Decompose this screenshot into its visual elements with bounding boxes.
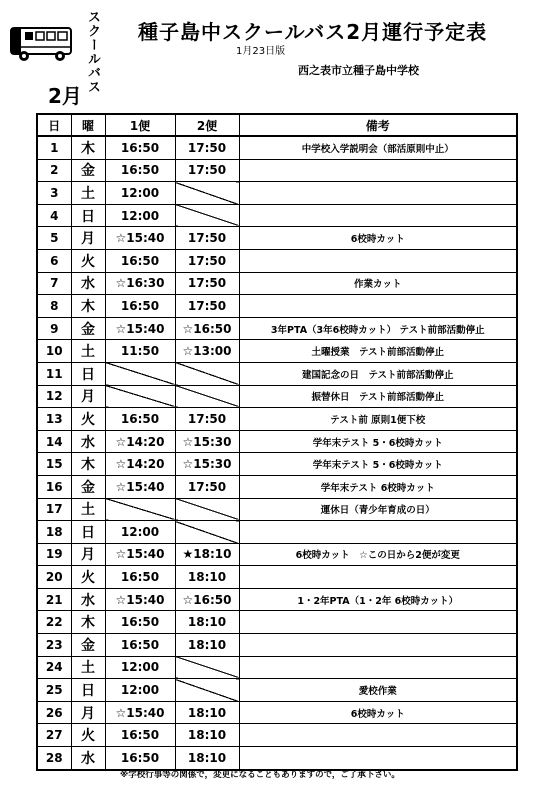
col-header-day: 日 [37, 114, 71, 136]
weekday-cell: 水 [71, 588, 105, 611]
bus2-time-cell: ☆13:00 [175, 340, 239, 363]
note-cell: 愛校作業 [239, 679, 517, 702]
bus2-time-cell: 17:50 [175, 159, 239, 182]
note-cell: 建国記念の日 テスト前部活動停止 [239, 362, 517, 385]
table-row [37, 317, 517, 340]
day-cell: 3 [37, 182, 71, 205]
bus2-time-cell: 17:50 [175, 136, 239, 159]
bus2-time-none-cell [175, 656, 239, 679]
table-row [37, 611, 517, 634]
day-cell: 7 [37, 272, 71, 295]
note-cell: 運休日（青少年育成の日） [239, 498, 517, 521]
day-cell: 9 [37, 317, 71, 340]
table-row [37, 362, 517, 385]
table-row [37, 249, 517, 272]
bus2-time-cell: 17:50 [175, 408, 239, 431]
weekday-cell: 水 [71, 272, 105, 295]
bus2-time-none-cell [175, 385, 239, 408]
table-row [37, 656, 517, 679]
bus2-time-cell: ☆16:50 [175, 588, 239, 611]
weekday-cell: 水 [71, 430, 105, 453]
day-cell: 25 [37, 679, 71, 702]
bus2-time-none-cell [175, 498, 239, 521]
table-row [37, 724, 517, 747]
weekday-cell: 月 [71, 543, 105, 566]
day-cell: 1 [37, 136, 71, 159]
note-cell [239, 724, 517, 747]
col-header-bus2: 2便 [175, 114, 239, 136]
table-row [37, 272, 517, 295]
note-cell: 学年末テスト 5・6校時カット [239, 453, 517, 476]
note-cell: 6校時カット [239, 701, 517, 724]
note-cell: 3年PTA（3年6校時カット） テスト前部活動停止 [239, 317, 517, 340]
bus2-time-cell: 18:10 [175, 724, 239, 747]
note-cell: 学年末テスト 6校時カット [239, 475, 517, 498]
day-cell: 14 [37, 430, 71, 453]
table-row [37, 340, 517, 363]
bus1-time-cell: 12:00 [105, 521, 175, 544]
weekday-cell: 木 [71, 136, 105, 159]
month-label: 2月 [48, 84, 82, 108]
bus1-time-none-cell [105, 385, 175, 408]
bus2-time-cell: ★18:10 [175, 543, 239, 566]
table-row [37, 295, 517, 318]
weekday-cell: 金 [71, 475, 105, 498]
note-cell: テスト前 原則1便下校 [239, 408, 517, 431]
note-cell: 1・2年PTA（1・2年 6校時カット） [239, 588, 517, 611]
day-cell: 4 [37, 204, 71, 227]
bus2-time-cell: 18:10 [175, 611, 239, 634]
bus1-time-cell: ☆15:40 [105, 227, 175, 250]
bus1-time-cell: 11:50 [105, 340, 175, 363]
bus1-time-cell: 12:00 [105, 182, 175, 205]
bus1-time-none-cell [105, 498, 175, 521]
table-row [37, 430, 517, 453]
day-cell: 26 [37, 701, 71, 724]
note-cell: 振替休日 テスト前部活動停止 [239, 385, 517, 408]
table-row [37, 498, 517, 521]
day-cell: 8 [37, 295, 71, 318]
weekday-cell: 火 [71, 724, 105, 747]
bus1-time-cell: 16:50 [105, 295, 175, 318]
bus1-time-cell: 12:00 [105, 679, 175, 702]
weekday-cell: 土 [71, 182, 105, 205]
note-cell: 作業カット [239, 272, 517, 295]
schedule-body [37, 136, 517, 770]
weekday-cell: 土 [71, 498, 105, 521]
bus1-time-cell: 12:00 [105, 204, 175, 227]
day-cell: 11 [37, 362, 71, 385]
table-row [37, 747, 517, 770]
day-cell: 21 [37, 588, 71, 611]
day-cell: 5 [37, 227, 71, 250]
table-row [37, 159, 517, 182]
note-cell [239, 295, 517, 318]
weekday-cell: 火 [71, 408, 105, 431]
bus2-time-cell: 18:10 [175, 747, 239, 770]
footnote: ※学校行事等の関係で，変更になることもありますので，ご了承下さい。 [120, 770, 400, 780]
bus1-time-cell: ☆16:30 [105, 272, 175, 295]
weekday-cell: 月 [71, 385, 105, 408]
bus1-time-cell: ☆15:40 [105, 475, 175, 498]
table-row [37, 679, 517, 702]
weekday-cell: 土 [71, 340, 105, 363]
note-cell: 土曜授業 テスト前部活動停止 [239, 340, 517, 363]
weekday-cell: 木 [71, 295, 105, 318]
note-cell: 学年末テスト 5・6校時カット [239, 430, 517, 453]
bus2-time-cell: 18:10 [175, 634, 239, 657]
table-row [37, 634, 517, 657]
weekday-cell: 木 [71, 453, 105, 476]
bus1-time-cell: ☆15:40 [105, 701, 175, 724]
bus1-time-cell: 16:50 [105, 136, 175, 159]
bus2-time-none-cell [175, 362, 239, 385]
bus1-time-cell: 16:50 [105, 249, 175, 272]
table-row [37, 136, 517, 159]
weekday-cell: 水 [71, 747, 105, 770]
bus1-time-cell: ☆15:40 [105, 588, 175, 611]
note-cell [239, 656, 517, 679]
weekday-cell: 土 [71, 656, 105, 679]
day-cell: 22 [37, 611, 71, 634]
note-cell [239, 159, 517, 182]
note-cell [239, 182, 517, 205]
bus2-time-cell: 17:50 [175, 227, 239, 250]
day-cell: 24 [37, 656, 71, 679]
table-row [37, 204, 517, 227]
table-row [37, 521, 517, 544]
note-cell: 6校時カット ☆この日から2便が変更 [239, 543, 517, 566]
bus2-time-none-cell [175, 679, 239, 702]
weekday-cell: 日 [71, 204, 105, 227]
weekday-cell: 日 [71, 679, 105, 702]
bus2-time-cell: ☆15:30 [175, 430, 239, 453]
weekday-cell: 金 [71, 634, 105, 657]
bus1-time-cell: 12:00 [105, 656, 175, 679]
page-title: 種子島中スクールバス2月運行予定表 [138, 20, 488, 44]
note-cell: 6校時カット [239, 227, 517, 250]
col-header-dow: 曜 [71, 114, 105, 136]
col-header-note: 備考 [239, 114, 517, 136]
bus2-time-cell: 17:50 [175, 249, 239, 272]
day-cell: 20 [37, 566, 71, 589]
weekday-cell: 金 [71, 317, 105, 340]
bus1-time-none-cell [105, 362, 175, 385]
edition-date: 1月23日版 [236, 46, 286, 57]
day-cell: 12 [37, 385, 71, 408]
bus2-time-cell: ☆16:50 [175, 317, 239, 340]
vertical-label: スクールバス [85, 10, 100, 94]
weekday-cell: 月 [71, 227, 105, 250]
bus1-time-cell: 16:50 [105, 566, 175, 589]
table-row [37, 543, 517, 566]
table-row [37, 701, 517, 724]
bus2-time-cell: ☆15:30 [175, 453, 239, 476]
note-cell [239, 566, 517, 589]
day-cell: 28 [37, 747, 71, 770]
day-cell: 10 [37, 340, 71, 363]
bus1-time-cell: 16:50 [105, 634, 175, 657]
bus2-time-cell: 17:50 [175, 295, 239, 318]
bus1-time-cell: ☆15:40 [105, 543, 175, 566]
weekday-cell: 火 [71, 566, 105, 589]
weekday-cell: 木 [71, 611, 105, 634]
bus-icon [8, 20, 80, 64]
weekday-cell: 火 [71, 249, 105, 272]
bus1-time-cell: ☆15:40 [105, 317, 175, 340]
table-row [37, 408, 517, 431]
day-cell: 15 [37, 453, 71, 476]
table-row [37, 182, 517, 205]
bus1-time-cell: 16:50 [105, 724, 175, 747]
note-cell [239, 634, 517, 657]
day-cell: 2 [37, 159, 71, 182]
bus2-time-cell: 18:10 [175, 566, 239, 589]
day-cell: 16 [37, 475, 71, 498]
day-cell: 6 [37, 249, 71, 272]
table-row [37, 227, 517, 250]
header-row [37, 114, 517, 136]
table-row [37, 475, 517, 498]
bus1-time-cell: 16:50 [105, 408, 175, 431]
bus2-time-none-cell [175, 521, 239, 544]
school-name: 西之表市立種子島中学校 [298, 64, 419, 77]
table-row [37, 588, 517, 611]
day-cell: 19 [37, 543, 71, 566]
note-cell [239, 249, 517, 272]
note-cell [239, 747, 517, 770]
bus1-time-cell: ☆14:20 [105, 453, 175, 476]
note-cell [239, 611, 517, 634]
weekday-cell: 金 [71, 159, 105, 182]
col-header-bus1: 1便 [105, 114, 175, 136]
schedule-table [36, 113, 518, 771]
day-cell: 13 [37, 408, 71, 431]
bus2-time-cell: 18:10 [175, 701, 239, 724]
bus2-time-cell: 17:50 [175, 272, 239, 295]
table-row [37, 453, 517, 476]
bus1-time-cell: ☆14:20 [105, 430, 175, 453]
note-cell [239, 521, 517, 544]
bus2-time-none-cell [175, 204, 239, 227]
bus2-time-cell: 17:50 [175, 475, 239, 498]
day-cell: 17 [37, 498, 71, 521]
bus1-time-cell: 16:50 [105, 611, 175, 634]
day-cell: 23 [37, 634, 71, 657]
bus2-time-none-cell [175, 182, 239, 205]
note-cell [239, 204, 517, 227]
day-cell: 27 [37, 724, 71, 747]
day-cell: 18 [37, 521, 71, 544]
table-row [37, 566, 517, 589]
weekday-cell: 日 [71, 362, 105, 385]
bus1-time-cell: 16:50 [105, 159, 175, 182]
weekday-cell: 日 [71, 521, 105, 544]
weekday-cell: 月 [71, 701, 105, 724]
bus1-time-cell: 16:50 [105, 747, 175, 770]
table-row [37, 385, 517, 408]
note-cell: 中学校入学説明会（部活原則中止） [239, 136, 517, 159]
